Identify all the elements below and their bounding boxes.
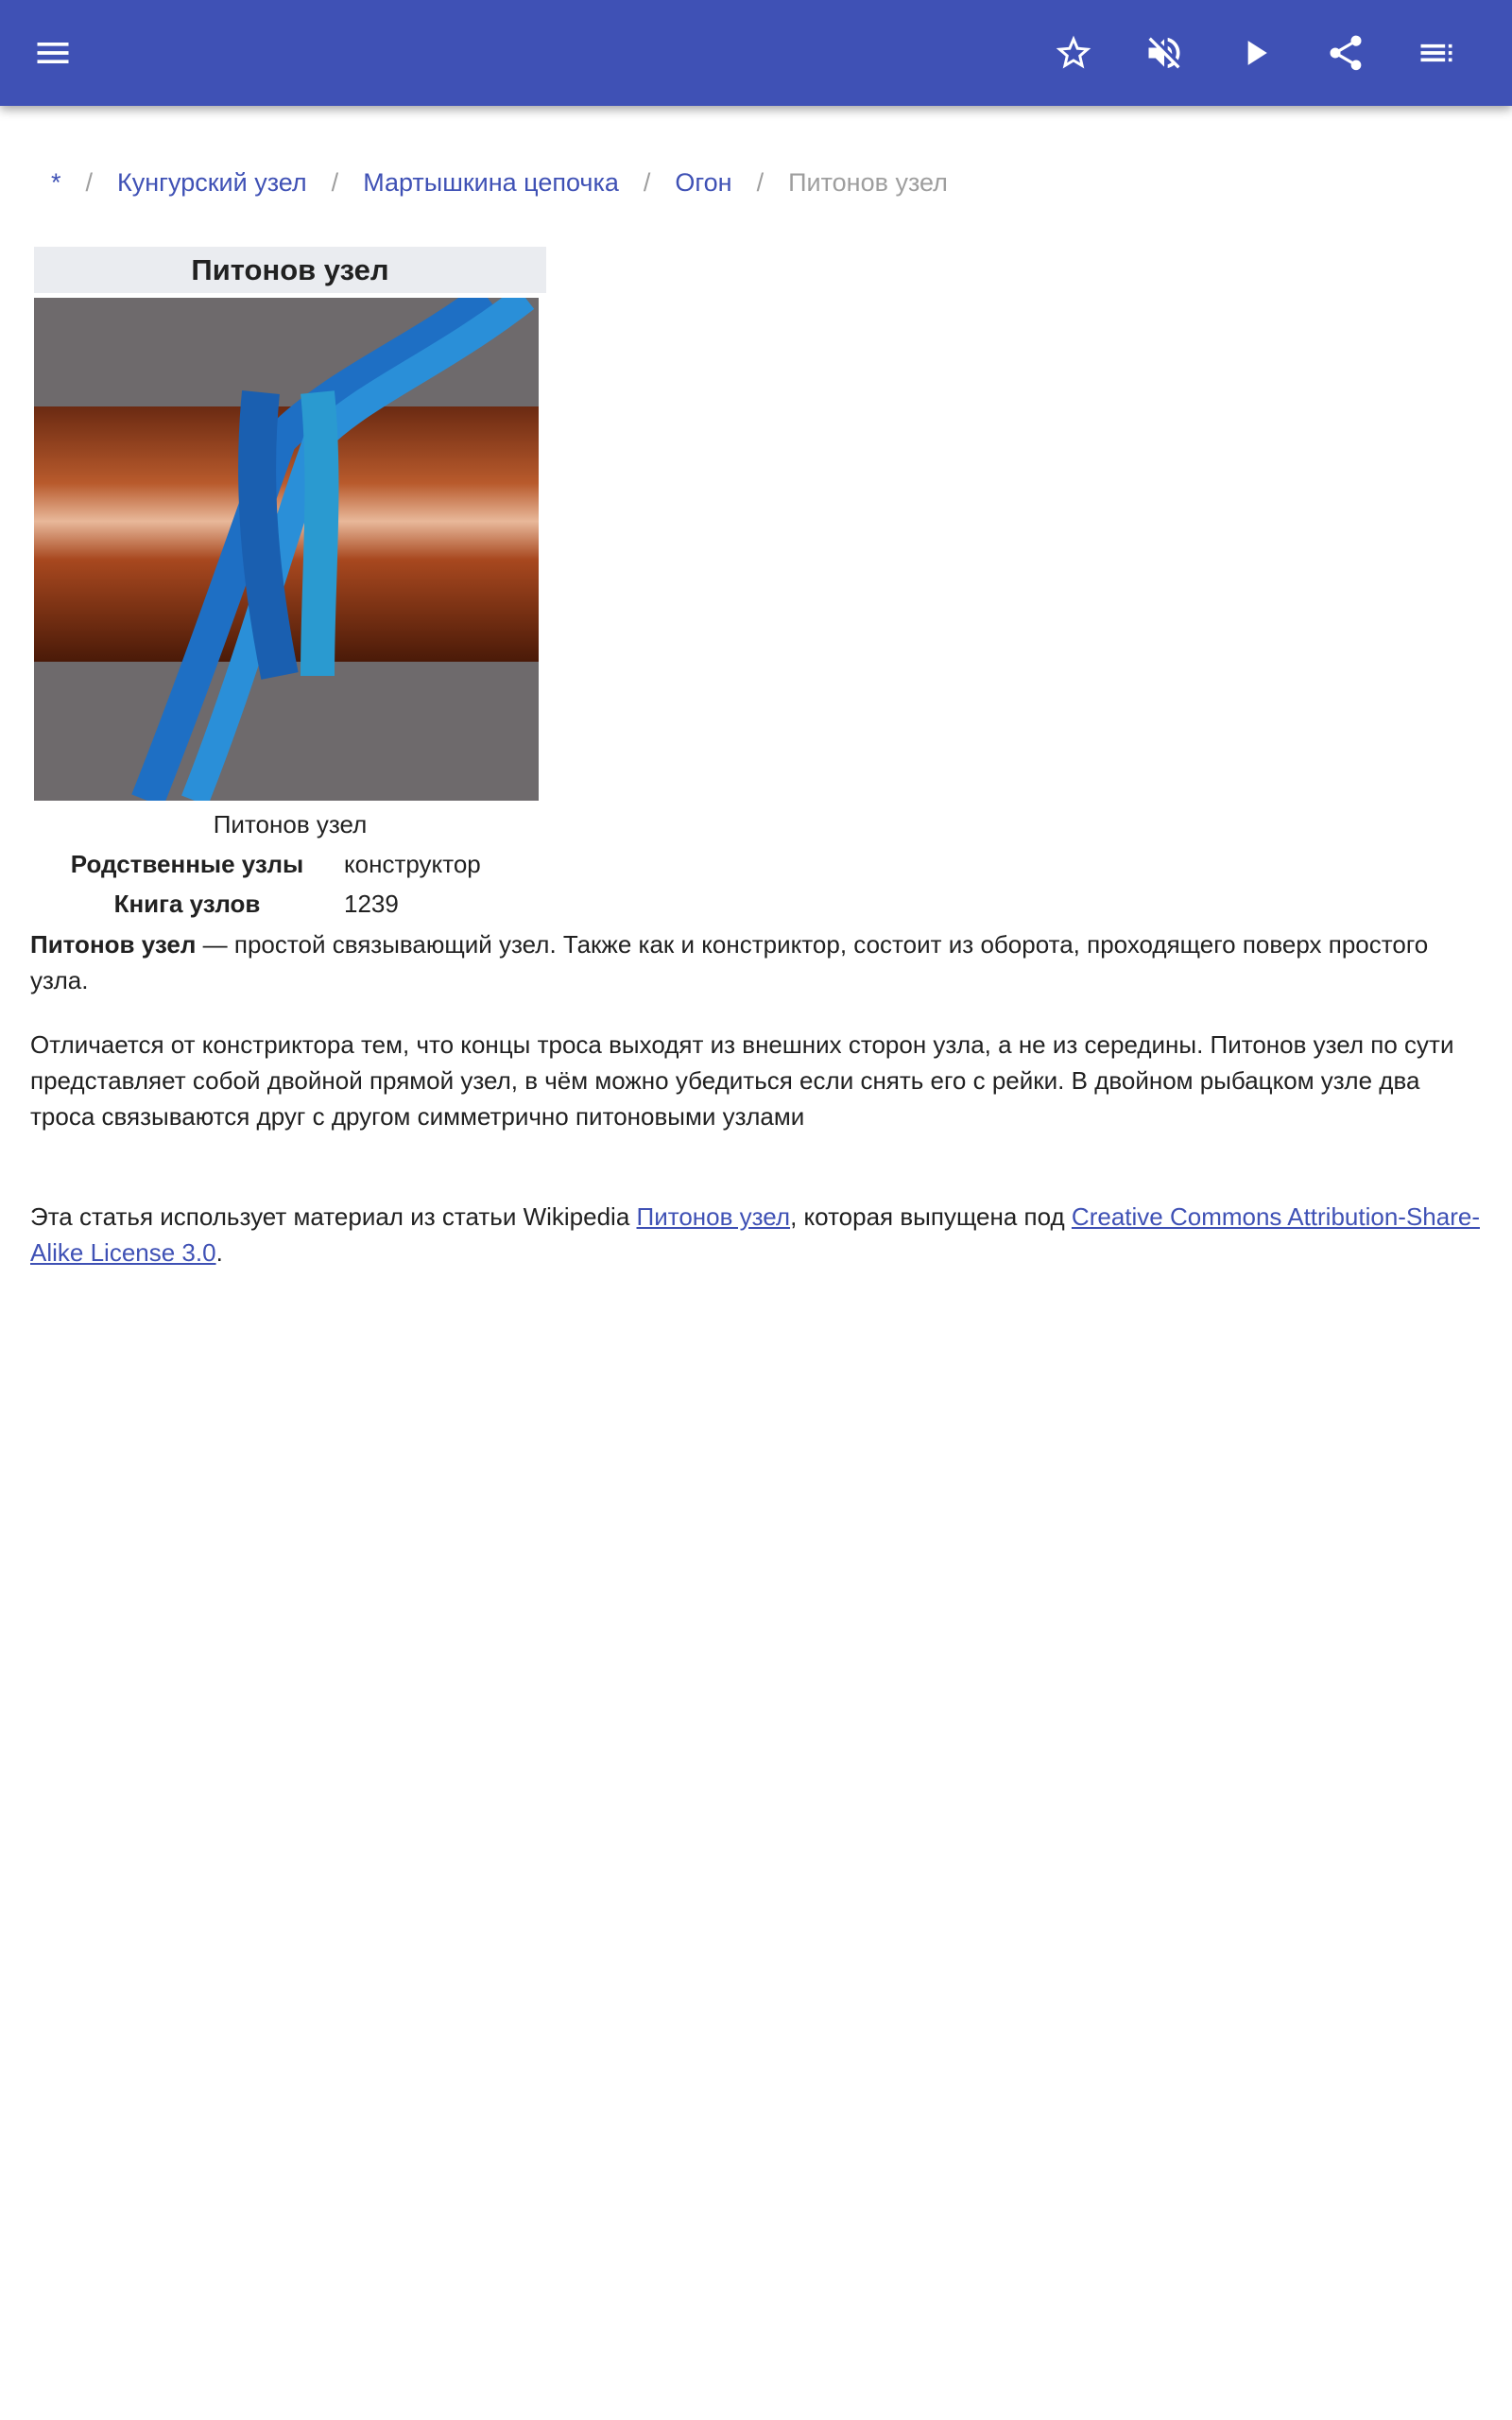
breadcrumb: [51, 168, 948, 198]
row-label: Книга узлов: [113, 890, 261, 918]
menu-icon[interactable]: [30, 30, 76, 76]
breadcrumb-separator: /: [756, 168, 765, 197]
article-body: [30, 926, 1486, 1299]
row-value: конструктор: [344, 850, 481, 878]
knot-photo: [34, 298, 539, 801]
breadcrumb-item[interactable]: Мартышкина цепочка: [363, 168, 619, 197]
breadcrumb-separator: /: [643, 168, 651, 197]
play-icon[interactable]: [1232, 30, 1278, 76]
row-label: Родственные узлы: [70, 850, 304, 878]
volume-off-icon[interactable]: [1142, 30, 1187, 76]
attr-text: Эта статья использует материал из статьи Wikipedia: [30, 1202, 637, 1231]
attr-text: , которая выпущена под: [790, 1202, 1072, 1231]
infobox: [34, 247, 546, 918]
row-value: 1239: [344, 890, 399, 918]
breadcrumb-separator: /: [331, 168, 339, 197]
breadcrumb-current: Питонов узел: [788, 168, 948, 197]
share-icon[interactable]: [1323, 30, 1368, 76]
wikipedia-link[interactable]: Питонов узел: [636, 1202, 791, 1231]
term-bold: Питонов узел: [30, 930, 197, 959]
breadcrumb-item[interactable]: Кунгурский узел: [117, 168, 307, 197]
license-link[interactable]: Creative Commons Attribution-Share-Alike License 3.0: [30, 1202, 1480, 1267]
paragraph-details: Отличается от констриктора тем, что концы троса выходят из внешних сторон узла, а не из середины. Питонов узел по сути представляет собой двойной прямой узел, в чём можно убедиться если снять его с рейки. В двойном рыбацком узле два троса связываются друг с другом симметрично питоновыми узлами: [30, 1030, 1454, 1131]
app-bar: [0, 0, 1512, 106]
attribution: [30, 1199, 1486, 1270]
breadcrumb-separator: /: [85, 168, 94, 197]
attr-text: .: [215, 1238, 223, 1267]
infobox-caption: Питонов узел: [213, 810, 368, 838]
breadcrumb-item[interactable]: Огон: [675, 168, 732, 197]
paragraph-intro: [30, 926, 1486, 998]
breadcrumb-home[interactable]: *: [51, 168, 61, 197]
star-icon[interactable]: [1051, 30, 1096, 76]
infobox-title: Питонов узел: [34, 247, 546, 293]
playlist-icon[interactable]: [1414, 30, 1459, 76]
intro-text: — простой связывающий узел. Также как и констриктор, состоит из оборота, проходящего поверх простого узла.: [30, 930, 1429, 994]
